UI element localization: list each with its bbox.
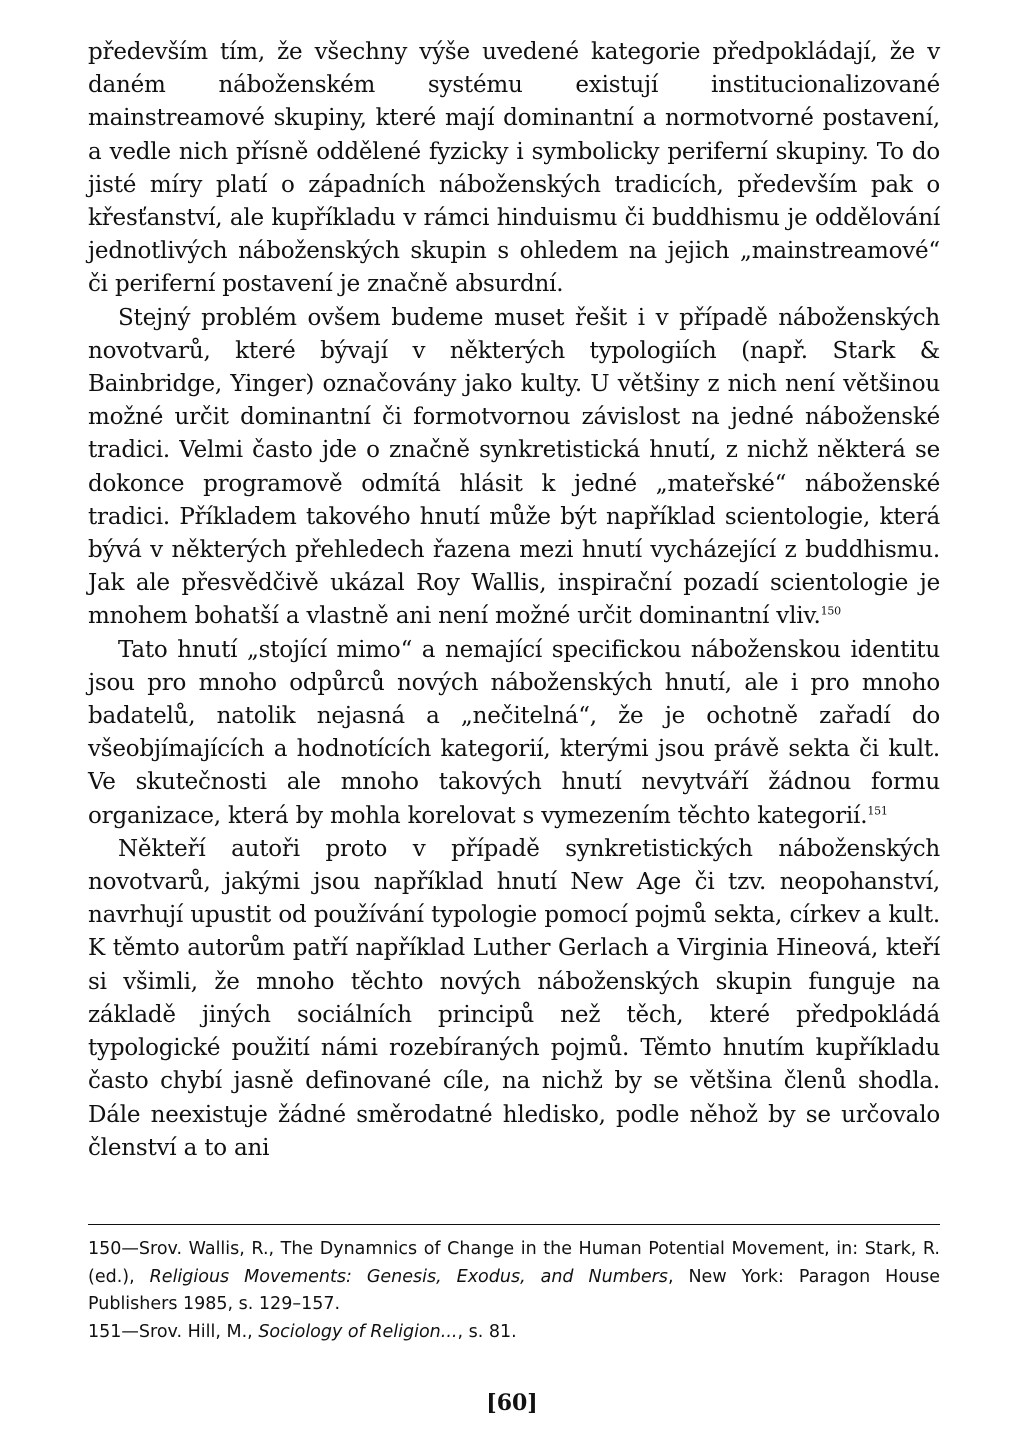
- paragraph: [88, 833, 940, 1165]
- footnote-150: [88, 1236, 940, 1319]
- footnote-title: Religious Movements: Genesis, Exodus, and Numbers: [149, 1266, 668, 1287]
- body-text: [88, 36, 940, 1165]
- paragraph-text: Tato hnutí „stojící mimo“ a nemající specifickou náboženskou identitu jsou pro mnoho odpůrců nových náboženských hnutí, ale i pro mnoho badatelů, natolik nejasná a „nečitelná“, že je ochotně zařadí do všeobjímajících a hodnotících kategorií, kterými jsou právě sekta či kult. Ve skutečnosti ale mnoho takových hnutí nevytváří žádnou formu organizace, která by mohla korelovat s vymezením těchto kategorií.: [88, 636, 940, 829]
- page-number: [60]: [486, 1390, 538, 1416]
- footnote-text: , s. 81.: [457, 1321, 517, 1342]
- footnote-ref-151[interactable]: 151: [867, 804, 888, 818]
- footnotes: [88, 1236, 940, 1346]
- footnote-ref-150[interactable]: 150: [820, 604, 841, 618]
- footnote-text: , New York: Paragon House Publishers 1985, s. 129–157.: [88, 1266, 941, 1314]
- footnote-text: 151—Srov. Hill, M.,: [88, 1321, 259, 1342]
- footnote-text: 150—Srov. Wallis, R., The Dynamnics of Change in the Human Potential Movement, in: Stark, R. (ed.),: [88, 1239, 940, 1287]
- paragraph-text: Někteří autoři proto v případě synkretistických náboženských novotvarů, jakými jsou například hnutí New Age či tzv. neopohanství, navrhují upustit od používání typologie pomocí pojmů sekta, církev a kult. K těmto autorům patří například Luther Gerlach a Virginia Hineová, kteří si všimli, že mnoho těchto nových náboženských skupin funguje na základě jiných sociálních principů než těch, které předpokládá typologické použití námi rozebíraných pojmů. Těmto hnutím kupříkladu často chybí jasně definované cíle, na nichž by se většina členů shodla. Dále neexistuje žádné směrodatné hledisko, podle něhož by se určovalo členství a to ani: [88, 835, 940, 1161]
- paragraph-text: Stejný problém ovšem budeme muset řešit i v případě náboženských novotvarů, které bývají v některých typologiích (např. Stark & Bainbridge, Yinger) označovány jako kulty. U většiny z nich není většinou možné určit dominantní či formotvornou závislost na jedné náboženské tradici. Velmi často jde o značně synkretistická hnutí, z nichž některá se dokonce programově odmítá hlásit k jedné „mateřské“ náboženské tradici. Příkladem takového hnutí může být například scientologie, která bývá v některých přehledech řazena mezi hnutí vycházející z buddhismu. Jak ale přesvědčivě ukázal Roy Wallis, inspirační pozadí scientologie je mnohem bohatší a vlastně ani není možné určit dominantní vliv.: [88, 304, 940, 630]
- footnote-divider: [88, 1224, 940, 1225]
- paragraph-text: především tím, že všechny výše uvedené kategorie předpokládají, že v daném náboženském systému existují institucionalizované mainstreamové skupiny, které mají dominantní a normotvorné postavení, a vedle nich přísně oddělené fyzicky i symbolicky periferní skupiny. To do jisté míry platí o západních náboženských tradicích, především pak o křesťanství, ale kupříkladu v rámci hinduismu či buddhismu je oddělování jednotlivých náboženských skupin s ohledem na jejich „mainstreamové“ či periferní postavení je značně absurdní.: [88, 39, 940, 298]
- paragraph: [88, 634, 940, 833]
- paragraph: [88, 302, 940, 634]
- footnote-title: Sociology of Religion...: [258, 1321, 458, 1342]
- footnote-151: [88, 1319, 940, 1347]
- paragraph: [88, 36, 940, 302]
